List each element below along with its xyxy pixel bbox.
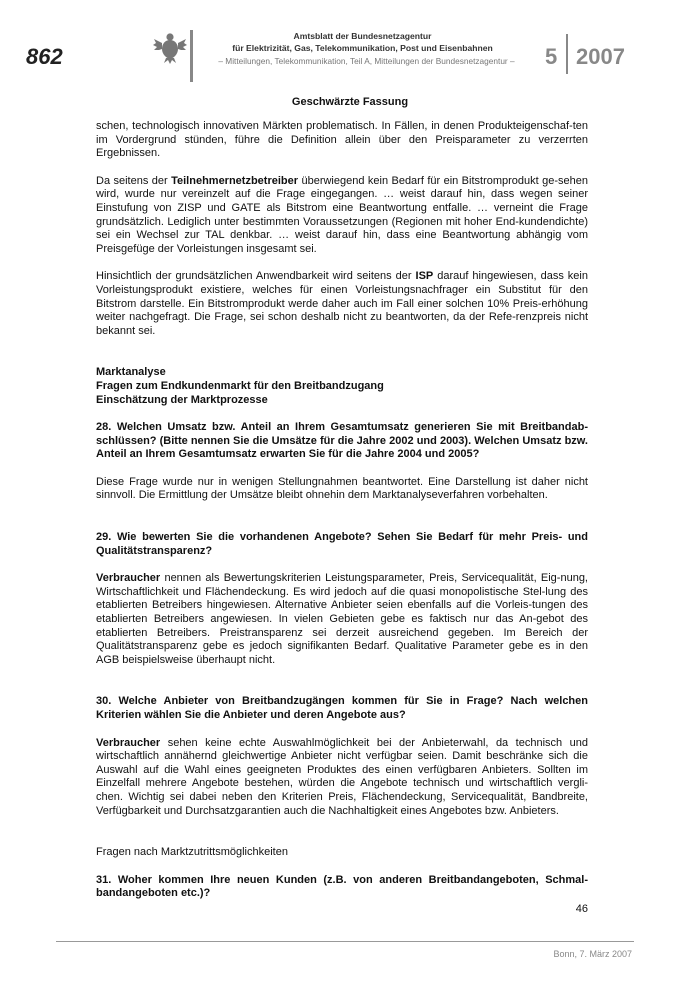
answer-29: Verbraucher nennen als Bewertungskriterien Leistungsparameter, Preis, Servicequalität, Eig-nung, Wirtschaftlichkeit und Flächendeckung. Es wird jedoch auf die quasi monopolistische Stel-lung des etablierten Betreibers hingewiesen. Alternative Anbieter seien ebenfalls auf die Vorleis-tungen des etablierten Betreibers angewiesen. In vielen Gebieten gebe es faktisch nur das An-gebot des etablierten Betreibers. Preistransparenz sei derzeit ausreichend gegeben. Im Bereich der Qualitätstransparenz gebe es jedoch signifikanten Bedarf. Qualitative Parameter gebe es in den AGB beispielsweise überhaupt nicht.	[96, 572, 588, 666]
paragraph: schen, technologisch innovativen Märkten problematisch. In Fällen, in denen Produkteigenschaf-ten im Vordergrund stünden, führe die Definition allein über den Preisparameter zu verzerrten Ergebnissen.	[96, 120, 588, 160]
footer-date: Bonn, 7. März 2007	[553, 949, 632, 959]
header-year: 2007	[576, 44, 625, 69]
answer-30: Verbraucher sehen keine echte Auswahlmöglichkeit bei der Anbieterwahl, da technisch und wirtschaftlich annähernd gleichwertige Anbieter nicht verfügbar seien. Damit beschränke sich die Auswahl auf die Wahl eines geeigneten Produktes des einen verfügbaren Anbieters. Sollten im Einzelfall mehrere Angebote bestehen, würden die Angebote technisch und wirtschaftlich vergli-chen. Wichtig sei dabei neben den Kriterien Preis, Flächendeckung, Servicequalität, Bandbreite, Verfügbarkeit und Durchsatzgarantien auch die Nachhaltigkeit eines Angebotes bzw. Anbieters.	[96, 736, 588, 817]
paragraph-network-operators: Da seitens der Teilnehmernetzbetreiber überwiegend kein Bedarf für ein Bitstromprodukt ge-sehen wird, wurde nur vereinzelt auf die Frage eingegangen. … weist darauf hin, dass wegen seiner Einstufung von ZISP und GATE als Bitstrom eine Beantwortung entfalle. … verneint die Frage grundsätzlich. Lediglich unter bestimmten Voraussetzungen (Regionen mit hoher End-kundendichte) sei ein Wechsel zur TAL denkbar. … weist darauf hin, dass eine Beantwortung abhängig vom Preisgefüge der Vorleistungen insgesamt sei.	[96, 174, 589, 255]
header-title-line2: für Elektrizität, Gas, Telekommunikation, Post und Eisenbahnen	[232, 43, 493, 53]
paragraph-isp: Hinsichtlich der grundsätzlichen Anwendbarkeit wird seitens der ISP darauf hingewiesen, dass kein Vorleistungsprodukt existiere, welches für einen Vorleistungsnachfrager ein Substitut für den Bitstrom darstelle. Ein Bitstromprodukt werde daher auch im Fall einer solchen 10% Preis-erhöhung weiter nachgefragt. Die Frage, sei schon deshalb nicht zu beantworten, da der Refe-renzpreis nicht bekannt sei.	[96, 270, 588, 337]
document-page-number: 46	[575, 903, 588, 915]
header-issue-number: 5	[545, 44, 558, 69]
body-content	[96, 120, 588, 901]
section-heading: Marktanalyse	[96, 366, 166, 379]
header-subtitle: – Mitteilungen, Telekommunikation, Teil A, Mitteilungen der Bundesnetzagentur –	[218, 56, 515, 66]
section-subheading: Einschätzung der Marktprozesse	[96, 393, 268, 406]
section-subheading: Fragen zum Endkundenmarkt für den Breitbandzugang	[96, 379, 384, 392]
question-29: 29. Wie bewerten Sie die vorhandenen Angebote? Sehen Sie Bedarf für mehr Preis- und Qualitätstransparenz?	[96, 531, 588, 557]
question-30: 30. Welche Anbieter von Breitbandzugängen kommen für Sie in Frage? Nach welchen Kriterien wählen Sie die Anbieter und deren Angebote aus?	[96, 695, 588, 721]
issue-divider	[566, 34, 568, 74]
header-page-number: 862	[26, 44, 63, 69]
header-title-line1: Amtsblatt der Bundesnetzagentur	[293, 31, 432, 41]
question-28: 28. Welchen Umsatz bzw. Anteil an Ihrem Gesamtumsatz generieren Sie mit Breitbandab-schlüssen? (Bitte nennen Sie die Umsätze für die Jahre 2002 und 2003). Welchen Umsatz bzw. Anteil an Ihrem Gesamtumsatz erwarten Sie für die Jahre 2004 und 2005?	[96, 421, 588, 461]
footer-divider	[56, 941, 634, 942]
answer-28: Diese Frage wurde nur in wenigen Stellungnahmen beantwortet. Eine Darstellung ist daher nicht sinnvoll. Die Ermittlung der Umsätze bleibt ohnehin dem Marktanalyseverfahren vorbehalten.	[96, 475, 588, 502]
federal-eagle-icon	[153, 30, 187, 64]
section-subheading: Fragen nach Marktzutrittsmöglichkeiten	[96, 846, 288, 859]
document-title: Geschwärzte Fassung	[291, 96, 409, 108]
question-31: 31. Woher kommen Ihre neuen Kunden (z.B. von anderen Breitbandangeboten, Schmal-bandangeboten etc.)?	[96, 873, 588, 900]
